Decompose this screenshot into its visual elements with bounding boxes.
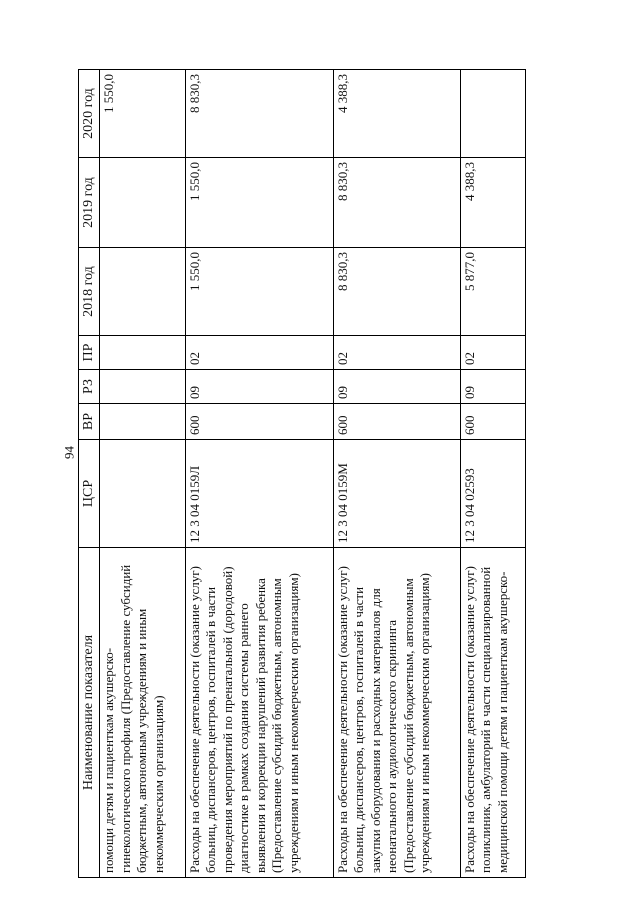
row-2018 [100, 248, 186, 336]
table-row [333, 70, 460, 878]
row-2018: 8 830,3 [333, 248, 460, 336]
header-csr: ЦСР [79, 440, 100, 548]
row-name: Расходы на обеспечение деятельности (оказание услуг) больниц, диспансеров, центров, госпиталей в части закупки оборудования и расходных материалов для неонатального и аудиологического скрининга (Предоставление субсидий бюджетным, автономным учреждениям и иным некоммерческим организациям) [333, 548, 460, 878]
header-2019: 2019 год [79, 158, 100, 248]
row-rz: 09 [460, 370, 525, 404]
header-name: Наименование показателя [79, 548, 100, 878]
row-csr: 12 3 04 0159Л [185, 440, 333, 548]
row-rz [100, 370, 186, 404]
row-2019 [100, 158, 186, 248]
page-number: 94 [61, 446, 77, 459]
row-vr: 600 [333, 404, 460, 440]
row-2019: 4 388,3 [460, 158, 525, 248]
table-row [460, 70, 525, 878]
table-row [185, 70, 333, 878]
row-csr: 12 3 04 0159М [333, 440, 460, 548]
row-2018: 5 877,0 [460, 248, 525, 336]
header-vr: ВР [79, 404, 100, 440]
header-2020: 2020 год [79, 70, 100, 158]
header-row [79, 70, 100, 878]
row-rz: 09 [185, 370, 333, 404]
row-pr: 02 [333, 336, 460, 370]
row-2019: 1 550,0 [185, 158, 333, 248]
row-name: Расходы на обеспечение деятельности (оказание услуг) поликлиник, амбулаторий в части специализированной медицинской помощи детям и пациенткам акушерско- [460, 548, 525, 878]
row-2020: 8 830,3 [185, 70, 333, 158]
row-pr [100, 336, 186, 370]
row-2019: 8 830,3 [333, 158, 460, 248]
row-name: помощи детям и пациенткам акушерско-гинекологического профиля (Предоставление субсидий бюджетным, автономным учреждениям и иным некоммерческим организациям) [100, 548, 186, 878]
row-csr: 12 3 04 02593 [460, 440, 525, 548]
row-vr [100, 404, 186, 440]
budget-table [78, 69, 526, 878]
row-2020: 1 550,0 [100, 70, 186, 158]
header-pr: ПР [79, 336, 100, 370]
rotated-table-container [78, 70, 526, 878]
header-2018: 2018 год [79, 248, 100, 336]
row-2020: 4 388,3 [333, 70, 460, 158]
row-name: Расходы на обеспечение деятельности (оказание услуг) больниц, диспансеров, центров, госпиталей в части проведения мероприятий по пренатальной (дородовой) диагностике в рамках создания системы раннего выявления и коррекции нарушений развития ребенка (Предоставление субсидий бюджетным, автономным учреждениям и иным некоммерческим организациям) [185, 548, 333, 878]
row-pr: 02 [185, 336, 333, 370]
header-rz: РЗ [79, 370, 100, 404]
row-pr: 02 [460, 336, 525, 370]
table-row [100, 70, 186, 878]
row-csr [100, 440, 186, 548]
row-rz: 09 [333, 370, 460, 404]
row-2020 [460, 70, 525, 158]
row-vr: 600 [460, 404, 525, 440]
row-vr: 600 [185, 404, 333, 440]
row-2018: 1 550,0 [185, 248, 333, 336]
